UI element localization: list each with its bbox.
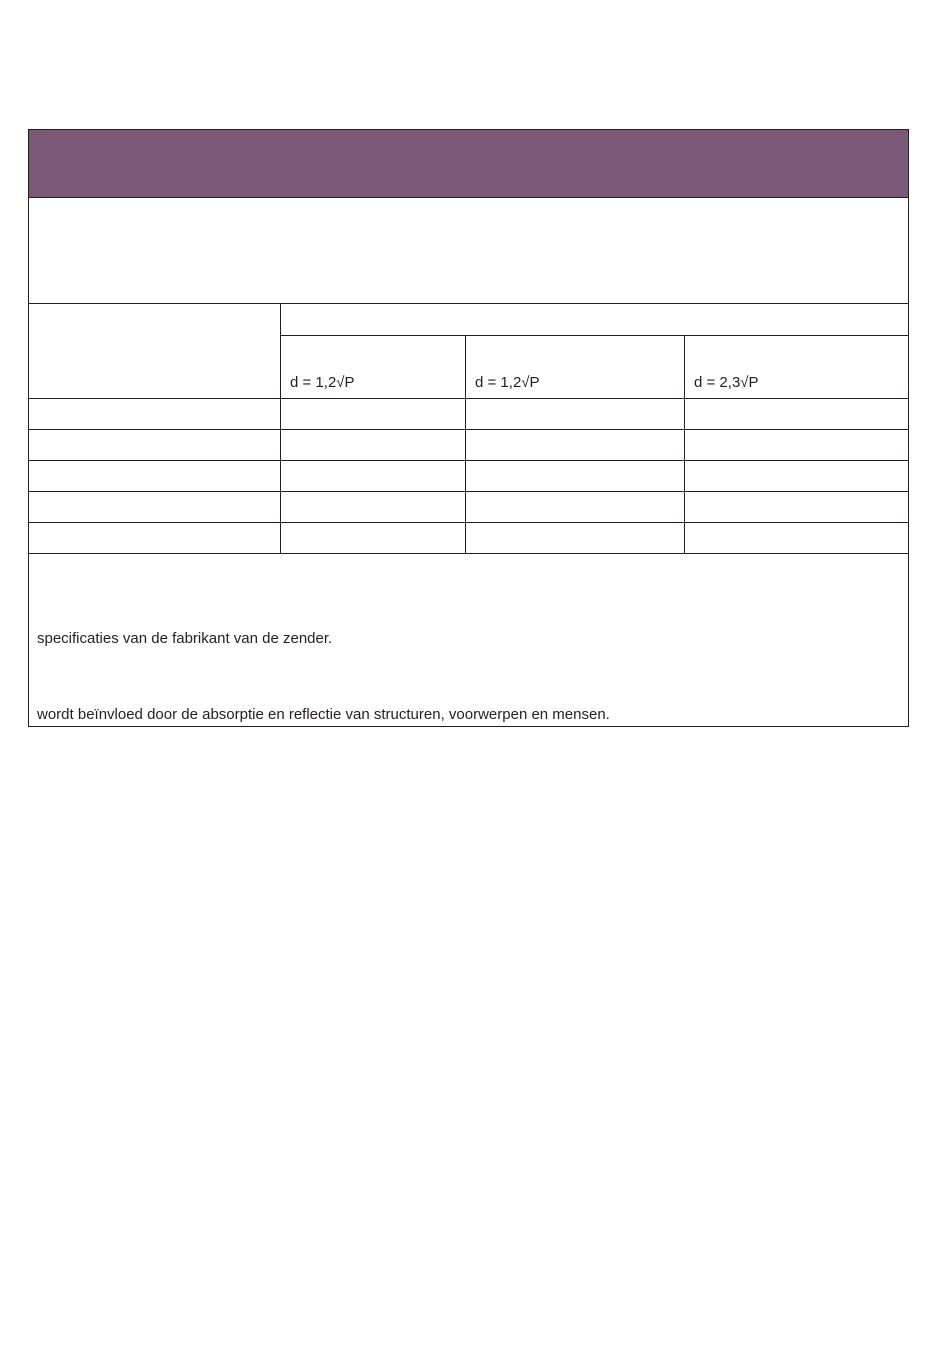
formula-cell-1 [281,336,466,399]
power-header-cell [29,304,281,399]
note-manufacturer-specs: specificaties van de fabrikant van de zender. [37,630,333,647]
table-row [29,492,909,523]
table-row [29,461,909,492]
formula-2: d = 1,2√P [475,374,540,391]
formula-3: d = 2,3√P [694,374,759,391]
table-row [29,523,909,554]
title-cell [29,130,909,198]
table-row [29,430,909,461]
table-title-band [29,130,909,198]
formula-cell-3 [685,336,909,399]
note-propagation: wordt beïnvloed door de absorptie en reflectie van structuren, voorwerpen en mensen. [37,706,610,723]
intro-cell [29,198,909,304]
table-row [29,399,909,430]
formula-1: d = 1,2√P [290,374,355,391]
header-row-1 [29,304,909,336]
formula-cell-2 [466,336,685,399]
intro-row [29,198,909,304]
distance-group-header-cell [281,304,909,336]
